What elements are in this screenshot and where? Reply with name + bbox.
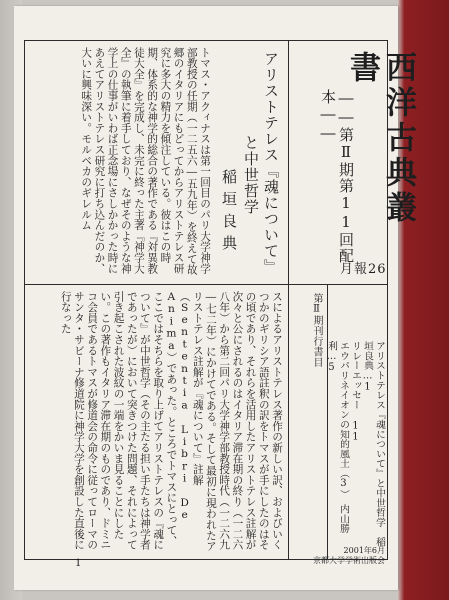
article-title-sub: と中世哲学	[242, 135, 260, 215]
monthly-report-page	[14, 6, 416, 590]
article-title-main: アリストテレス『魂について』	[262, 51, 280, 275]
page-number: 1	[75, 558, 82, 569]
page-frame	[24, 40, 416, 565]
divider-vertical-top	[288, 41, 289, 284]
article-author: 稲垣良典	[220, 169, 238, 257]
divider-vertical-bottom	[288, 284, 289, 559]
toc-heading: 第Ⅱ期刊行書目	[311, 293, 322, 368]
toc-entry: リレーエッセー 11	[350, 341, 361, 443]
article-body-top: トマス・アクィナスは第一回目のパリ大学神学部教授の任期（一二五六―五九年）を終えて故郷のイタリアにもどってからアリストテレス研究に多大の精力を傾注している。彼はこの時期、体系的な神学的総合の著作である『対異教徒大全』を完成し、未完に終った主著『神学大全』の執筆に着手しており、なぜそのような神学上の仕事がいわば正念場にさしかかった時にあえてアリストテレス研究に打ち込んだのか、大いに興味深い。モルベカのギレルム	[80, 47, 211, 276]
publisher-name: 京都大学学術出版会	[313, 556, 385, 565]
toc-list	[326, 341, 385, 551]
monthly-report-number: 26	[368, 262, 387, 277]
series-subtitle: ――第Ⅱ期第11回配本――	[319, 89, 355, 264]
series-title: 西洋古典叢書	[344, 51, 416, 226]
article-body-bottom: スによるアリストテレス著作の新しい訳、およびいくつかのギリシア語註釈の訳をトマスが手にしたのはその頃であり、それらを活用したアリストテレス註解が次々と公にされるのはイタリア滞在期の終り（一二六八年）から第二回パリ大学神学部教授時代（一二六九―七二年）にかけてである。そして最初に現われたアリストテレス註解が『魂について』註解（Sententia Libri De Anima）であった。ところでトマスにとって、ここではそちらを取り上げてアリストテレスの『魂について』が中世哲学（その主たる担い手たちは神学者であったが）において突きつけた問題、それによって引き起こされた波紋の一端をかいま見ることにしたい。この著作もイタリア滞在期のものであり、ドミニコ会員であるトマスが修道会の命令に従ってローマのサンタ・サビーナ修道院に神学大学を創設した直後に行なった	[59, 291, 283, 552]
publisher-block	[295, 546, 385, 566]
monthly-report-label: 月報26	[340, 262, 387, 277]
toc-entry: エウパリネイオンの知的風土（3） 内山勝利…5	[326, 341, 349, 534]
divider-horizontal	[25, 284, 387, 285]
toc-entry: アリストテレス『魂について』と中世哲学 稲垣良典…1	[362, 341, 385, 547]
article-title	[241, 51, 281, 279]
publish-date: 2001年6月	[343, 546, 385, 555]
